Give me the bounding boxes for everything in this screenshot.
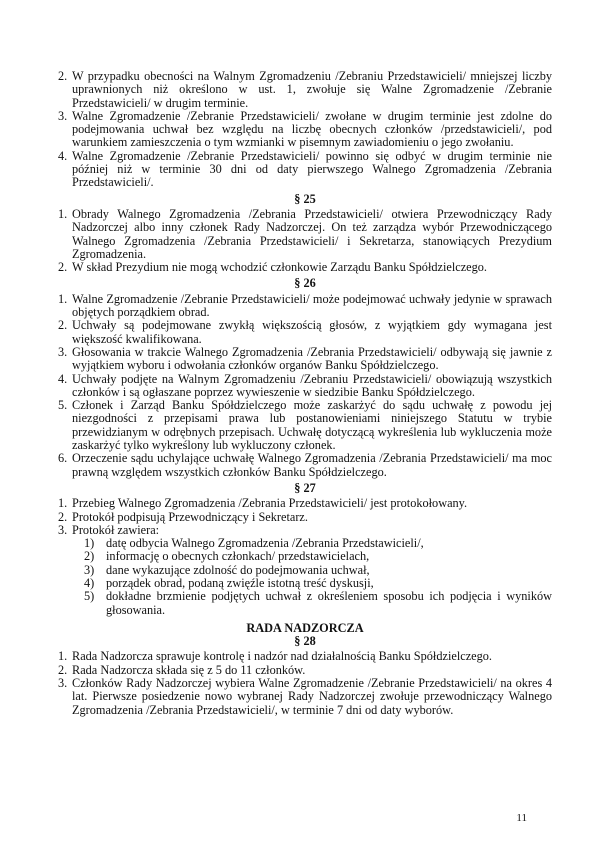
- sub-item-text: informację o obecnych członkach/ przedstawicielach,: [106, 549, 370, 564]
- item-number: 3.: [58, 344, 68, 359]
- list-item: [58, 261, 552, 274]
- item-number: 3.: [58, 676, 68, 691]
- sub-list-item: [84, 577, 552, 590]
- sub-item-number: 1): [84, 536, 95, 551]
- item-number: 6.: [58, 451, 68, 466]
- item-text: Orzeczenie sądu uchylające uchwałę Walnego Zgromadzenia /Zebrania Przedstawicieli/ ma moc prawną względem wszystkich członków Banku Spółdzielczego.: [72, 451, 552, 479]
- sub-item-number: 5): [84, 589, 95, 604]
- chapter-title: RADA NADZORCZA: [246, 620, 364, 635]
- section-heading-25: § 25: [294, 191, 316, 206]
- list-item: [58, 399, 552, 452]
- item-text: Walne Zgromadzenie /Zebranie Przedstawicieli/ zwołane w drugim terminie jest zdolne do podejmowania uchwał bez względu na liczbę obecnych członków /przedstawicieli/, pod warunkiem zamieszczenia o tym wzmianki w pisemnym zawiadomieniu o jego zwołaniu.: [72, 108, 552, 150]
- list-item: [58, 319, 552, 346]
- list-item: [58, 497, 552, 510]
- item-number: 2.: [58, 662, 68, 677]
- section-25-list: [58, 208, 552, 274]
- list-item: [58, 70, 552, 110]
- item-number: 1.: [58, 206, 68, 221]
- page-number: 11: [516, 812, 527, 824]
- sub-item-text: porządek obrad, podaną zwięźle istotną treść dyskusji,: [106, 575, 374, 590]
- item-number: 1.: [58, 649, 68, 664]
- item-text: W przypadku obecności na Walnym Zgromadzeniu /Zebraniu Przedstawicieli/ mniejszej liczby uprawnionych niż określono w ust. 1, zwołuje się Walne Zgromadzenie /Zebranie Przedstawicieli/ w drugim terminie.: [72, 69, 552, 110]
- list-item: [58, 110, 552, 150]
- item-number: 4.: [58, 148, 68, 163]
- list-item: [58, 677, 552, 717]
- item-text: Przebieg Walnego Zgromadzenia /Zebrania Przedstawicieli/ jest protokołowany.: [72, 496, 468, 511]
- item-text: Członków Rady Nadzorczej wybiera Walne Zgromadzenie /Zebranie Przedstawicieli/ na okres 4 lat. Pierwsze posiedzenie nowo wybranej Rady Nadzorczej zwołuje przewodniczący Walnego Zgromadzenia /Zebrania Przedstawicieli/, w terminie 7 dni od daty wyborów.: [72, 676, 552, 717]
- sub-list-item: [84, 564, 552, 577]
- list-item: [58, 208, 552, 261]
- sub-list-item: [84, 590, 552, 617]
- sub-item-text: datę odbycia Walnego Zgromadzenia /Zebrania Przedstawicieli/,: [106, 536, 424, 551]
- item-text: Głosowania w trakcie Walnego Zgromadzenia /Zebrania Przedstawicieli/ odbywają się jawnie z wyjątkiem wyboru i odwołania członków organów Banku Spółdzielczego.: [72, 344, 552, 373]
- list-item: [58, 150, 552, 190]
- item-number: 3.: [58, 522, 68, 537]
- item-number: 2.: [58, 69, 68, 83]
- section-28-list: [58, 650, 552, 716]
- item-number: 2.: [58, 318, 68, 333]
- intro-list: [58, 70, 552, 190]
- sub-item-number: 3): [84, 562, 95, 577]
- section-heading-27: § 27: [294, 480, 316, 495]
- section-heading-26: § 26: [294, 276, 316, 291]
- item-number: 3.: [58, 108, 68, 123]
- item-text: Protokół zawiera:: [72, 522, 160, 537]
- item-number: 1.: [58, 291, 68, 306]
- sub-item-text: dokładne brzmienie podjętych uchwał z określeniem sposobu ich podjęcia i wyników głosowania.: [106, 589, 552, 617]
- sub-list-item: [84, 550, 552, 563]
- item-text: Rada Nadzorcza składa się z 5 do 11 członków.: [72, 662, 306, 677]
- item-number: 5.: [58, 398, 68, 413]
- item-number: 4.: [58, 371, 68, 386]
- item-number: 2.: [58, 260, 68, 275]
- sub-item-number: 2): [84, 549, 95, 564]
- list-item: [58, 650, 552, 663]
- item-text: Uchwały są podejmowane zwykłą większością głosów, z wyjątkiem gdy wymagana jest większość kwalifikowana.: [72, 318, 552, 346]
- item-text: W skład Prezydium nie mogą wchodzić członkowie Zarządu Banku Spółdzielczego.: [72, 260, 488, 275]
- document-body: [58, 70, 552, 717]
- protocol-contents-list: [72, 537, 552, 617]
- list-item: [58, 664, 552, 677]
- item-number: 2.: [58, 509, 68, 524]
- item-text: Walne Zgromadzenie /Zebranie Przedstawicieli/ powinno się odbyć w drugim terminie nie później niż w terminie 30 dni od daty pierwszego Walnego Zgromadzenia /Zebrania Przedstawicieli/.: [72, 148, 552, 190]
- item-text: Walne Zgromadzenie /Zebranie Przedstawicieli/ może podejmować uchwały jedynie w sprawach objętych porządkiem obrad.: [72, 291, 552, 320]
- sub-item-text: dane wykazujące zdolność do podejmowania uchwał,: [106, 562, 370, 577]
- item-text: Protokół podpisują Przewodniczący i Sekretarz.: [72, 509, 308, 524]
- list-item: [58, 452, 552, 479]
- list-item: [58, 293, 552, 320]
- item-number: 1.: [58, 496, 68, 511]
- section-27-list: [58, 497, 552, 617]
- sub-list-item: [84, 537, 552, 550]
- list-item: [58, 524, 552, 617]
- item-text: Uchwały podjęte na Walnym Zgromadzeniu /Zebraniu Przedstawicieli/ obowiązują wszystkich członków i są ogłaszane poprzez wywieszenie w siedzibie Banku Spółdzielczego.: [72, 371, 552, 399]
- list-item: [58, 373, 552, 400]
- sub-item-number: 4): [84, 575, 95, 590]
- item-text: Rada Nadzorcza sprawuje kontrolę i nadzór nad działalnością Banku Spółdzielczego.: [72, 649, 492, 664]
- item-text: Członek i Zarząd Banku Spółdzielczego może zaskarżyć do sądu uchwałę z powodu jej niezgodności z przepisami prawa lub postanowieniami niniejszego Statutu w trybie przewidzianym w odrębnych przepisach. Uchwałę dotyczącą wykreślenia lub wykluczenia może zaskarżyć tylko wykreślony lub wykluczony członek.: [72, 398, 552, 453]
- item-text: Obrady Walnego Zgromadzenia /Zebrania Przedstawicieli/ otwiera Przewodniczący Rady Nadzorczej albo inny członek Rady Nadzorczej. On też zarządza wybór Przewodniczącego Walnego Zgromadzenia /Zebrania Przedstawicieli/ i Sekretarza, stanowiących Prezydium Zgromadzenia.: [72, 206, 552, 261]
- section-heading-28: § 28: [294, 634, 316, 649]
- section-26-list: [58, 293, 552, 479]
- list-item: [58, 511, 552, 524]
- list-item: [58, 346, 552, 373]
